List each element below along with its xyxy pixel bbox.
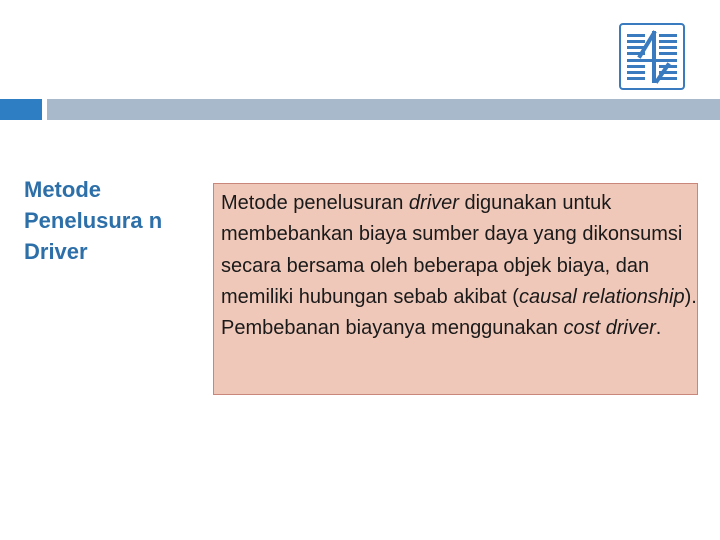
emphasis-text: causal relationship: [518, 285, 685, 308]
body-text-part: .: [655, 317, 662, 340]
emphasis-text: driver: [408, 192, 459, 214]
body-text: [221, 188, 699, 344]
slide-title: Metode Penelusura n Driver: [24, 177, 163, 264]
emphasis-text: cost driver: [563, 317, 656, 340]
accent-square: [0, 99, 42, 120]
body-text-part: Metode penelusuran: [221, 192, 409, 214]
header-bar: [47, 99, 720, 120]
body-text-part: ). Pembebanan biayanya menggunakan: [221, 285, 697, 340]
four-logo-icon: [619, 23, 685, 90]
body-text-part: digunakan untuk membebankan biaya sumber daya yang dikonsumsi secara bersama oleh beberapa objek biaya, dan memiliki hubungan sebab akibat (: [221, 192, 683, 308]
